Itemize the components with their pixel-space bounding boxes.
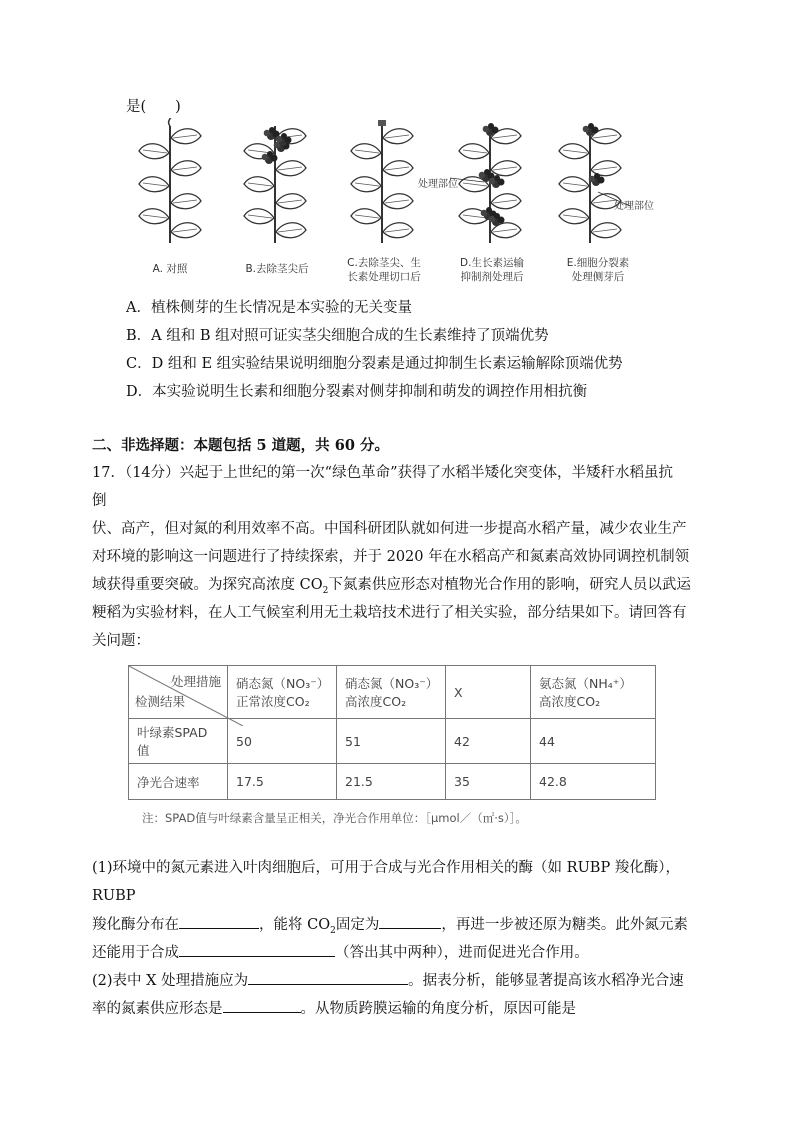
plant-a bbox=[139, 118, 201, 243]
option-c: C．D 组和 E 组实验结果说明细胞分裂素是通过抑制生长素运输解除顶端优势 bbox=[126, 356, 623, 372]
table-header-cell: 硝态氮（NO₃⁻） 正常浓度CO₂ bbox=[228, 666, 337, 719]
table-cell: 42.8 bbox=[531, 764, 656, 800]
table-cell: 44 bbox=[531, 719, 656, 764]
table-corner-cell: 处理措施 检测结果 bbox=[129, 666, 228, 719]
row-label: 净光合速率 bbox=[129, 764, 228, 800]
q17-line-3: 伏、高产，但对氮的利用效率不高。中国科研团队就如何进一步提高水稻产量，减少农业生产 bbox=[92, 521, 687, 537]
caption-e: E.细胞分裂素 处理侧芽后 bbox=[566, 257, 630, 283]
answer-blank[interactable] bbox=[179, 914, 259, 929]
q17-line-2: 倒 bbox=[92, 493, 107, 509]
table-cell: 50 bbox=[228, 719, 337, 764]
answer-blank[interactable] bbox=[379, 914, 441, 929]
q17-line-4: 对环境的影响这一问题进行了持续探索，并于 2020 年在水稻高产和氮素高效协同调控机制领 bbox=[92, 549, 690, 565]
table-header-cell: 硝态氮（NO₃⁻） 高浓度CO₂ bbox=[337, 666, 446, 719]
sub1-line-1: (1)环境中的氮元素进入叶肉细胞后，可用于合成与光合作用相关的酶（如 RUBP 羧化酶）， bbox=[92, 860, 681, 876]
results-table bbox=[128, 665, 656, 800]
option-a: A．植株侧芽的生长情况是本实验的无关变量 bbox=[126, 300, 412, 316]
sub1-line-3: 羧化酶分布在 ，能将 $CO_2$固定为 ，再进一步被还原为糖类。此外氮元素 bbox=[92, 914, 688, 941]
table-row bbox=[129, 764, 656, 800]
plant-c bbox=[351, 120, 413, 243]
caption-c: C.去除茎尖、生 长素处理切口后 bbox=[347, 257, 421, 283]
question-tail: 是( ) bbox=[126, 99, 181, 115]
table-cell: 35 bbox=[446, 764, 531, 800]
table-cell: 51 bbox=[337, 719, 446, 764]
label-treatment-site-d: 处理部位 bbox=[418, 179, 458, 190]
table-cell: 17.5 bbox=[228, 764, 337, 800]
table-header-row bbox=[129, 666, 656, 719]
table-header-cell: X bbox=[446, 666, 531, 719]
answer-blank[interactable] bbox=[179, 942, 335, 957]
caption-d: D.生长素运输 抑制剂处理后 bbox=[460, 257, 524, 283]
table-note: 注：SPAD值与叶绿素含量呈正相关，净光合作用单位：［μmol／（㎡·s）］。 bbox=[142, 811, 527, 825]
option-d: D．本实验说明生长素和细胞分裂素对侧芽抑制和萌发的调控作用相抗衡 bbox=[126, 384, 588, 400]
sub1-line-2: RUBP bbox=[92, 888, 136, 904]
plant-d bbox=[450, 123, 521, 243]
answer-blank[interactable] bbox=[248, 970, 408, 985]
label-treatment-site-e: 处理部位 bbox=[614, 201, 654, 212]
q17-line-6: 粳稻为实验材料，在人工气候室利用无土栽培技术进行了相关实验，部分结果如下。请回答有 bbox=[92, 605, 687, 621]
caption-b: B.去除茎尖后 bbox=[245, 263, 309, 275]
section-title: 二、非选择题：本题包括 5 道题，共 60 分。 bbox=[92, 437, 389, 454]
q17-line-1: 17．（14分）兴起于上世纪的第一次“绿色革命”获得了水稻半矮化突变体，半矮秆水稻虽抗 bbox=[92, 465, 673, 481]
row-label: 叶绿素SPAD值 bbox=[129, 719, 228, 764]
q17-line-5: 域获得重要突破。为探究高浓度 $CO_2$下氮素供应形态对植物光合作用的影响，研究人员以武运 bbox=[92, 577, 691, 596]
plant-b bbox=[244, 126, 306, 243]
plant-e bbox=[559, 123, 630, 243]
caption-a: A. 对照 bbox=[152, 263, 188, 275]
answer-blank[interactable] bbox=[223, 998, 301, 1013]
table-cell: 21.5 bbox=[337, 764, 446, 800]
sub2-line-1: (2)表中 X 处理措施应为 。据表分析，能够显著提高该水稻净光合速 bbox=[92, 970, 684, 991]
table-header-cell: 氨态氮（NH₄⁺） 高浓度CO₂ bbox=[531, 666, 656, 719]
q17-line-7: 关问题： bbox=[92, 633, 150, 649]
sub2-line-2: 率的氮素供应形态是 。从物质跨膜运输的角度分析，原因可能是 bbox=[92, 998, 576, 1019]
option-b: B．A 组和 B 组对照可证实茎尖细胞合成的生长素维持了顶端优势 bbox=[126, 328, 549, 344]
table-cell: 42 bbox=[446, 719, 531, 764]
sub1-line-4: 还能用于合成 （答出其中两种），进而促进光合作用。 bbox=[92, 942, 589, 963]
